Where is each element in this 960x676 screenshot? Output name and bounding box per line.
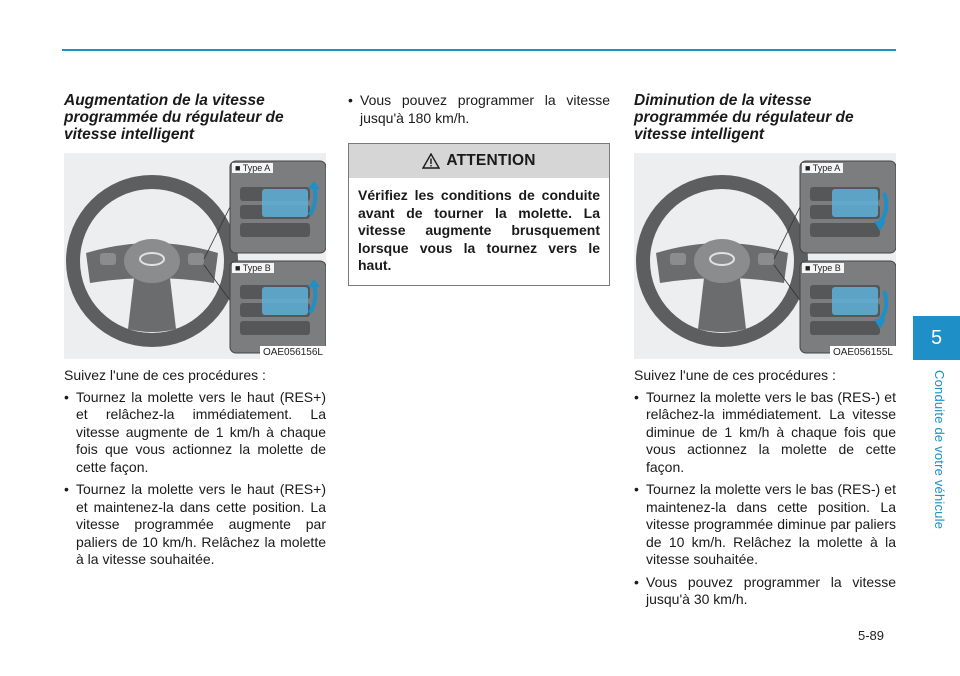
type-b-label: ■ Type B xyxy=(232,263,274,273)
right-bullets xyxy=(634,389,896,609)
middle-column xyxy=(348,92,610,286)
list-item: • Tournez la molette vers le bas (RES-) et relâchez-la immédiatement. La vitesse diminue de 1 km/h à chaque fois que vous actionnez la molette de cette façon. xyxy=(634,388,896,475)
left-column xyxy=(64,92,326,574)
attention-header xyxy=(349,144,609,178)
chapter-title: Conduite de votre véhicule xyxy=(932,370,947,530)
warning-triangle-icon xyxy=(422,153,440,169)
right-column xyxy=(634,92,896,614)
figure-code: OAE056156L xyxy=(260,346,326,359)
middle-bullets xyxy=(348,92,610,127)
type-a-label: ■ Type A xyxy=(232,163,273,173)
left-bullets xyxy=(64,389,326,569)
list-item: • Vous pouvez programmer la vitesse jusqu'à 180 km/h. xyxy=(348,92,610,126)
figure-code: OAE056155L xyxy=(830,346,896,359)
left-intro: Suivez l'une de ces procédures : xyxy=(64,367,266,383)
left-heading: Augmentation de la vitesse programmée du régulateur de vitesse intelligent xyxy=(64,92,284,143)
right-heading: Diminution de la vitesse programmée du régulateur de vitesse intelligent xyxy=(634,92,854,143)
right-figure xyxy=(634,153,896,359)
list-item: • Tournez la molette vers le bas (RES-) et maintenez-la dans cette position. La vitesse programmée diminue par paliers de 10 km/h. Relâchez la molette à la vitesse souhaitée. xyxy=(634,481,896,567)
attention-title: ATTENTION xyxy=(446,152,536,169)
left-figure xyxy=(64,153,326,359)
type-a-label: ■ Type A xyxy=(802,163,843,173)
list-item: • Vous pouvez programmer la vitesse jusqu'à 30 km/h. xyxy=(634,573,896,607)
attention-text: Vérifiez les conditions de conduite avant de tourner la molette. La vitesse augmente brusquement lorsque vous la tournez vers le haut. xyxy=(358,187,600,273)
right-intro: Suivez l'une de ces procédures : xyxy=(634,367,836,383)
steering-wheel-illustration-up xyxy=(64,153,326,359)
chapter-number-tab: 5 xyxy=(913,316,960,360)
list-item: • Tournez la molette vers le haut (RES+) et maintenez-la dans cette position. La vitesse programmée augmente par paliers de 10 km/h. Relâchez la molette à la vitesse souhaitée. xyxy=(64,481,326,567)
page-number: 5-89 xyxy=(858,628,885,643)
steering-wheel-illustration-down xyxy=(634,153,896,359)
type-b-label: ■ Type B xyxy=(802,263,844,273)
header-rule xyxy=(62,49,896,51)
attention-box xyxy=(348,143,610,286)
list-item: • Tournez la molette vers le haut (RES+) et relâchez-la immédiatement. La vitesse augmente de 1 km/h à chaque fois que vous actionnez la molette de cette façon. xyxy=(64,388,326,475)
